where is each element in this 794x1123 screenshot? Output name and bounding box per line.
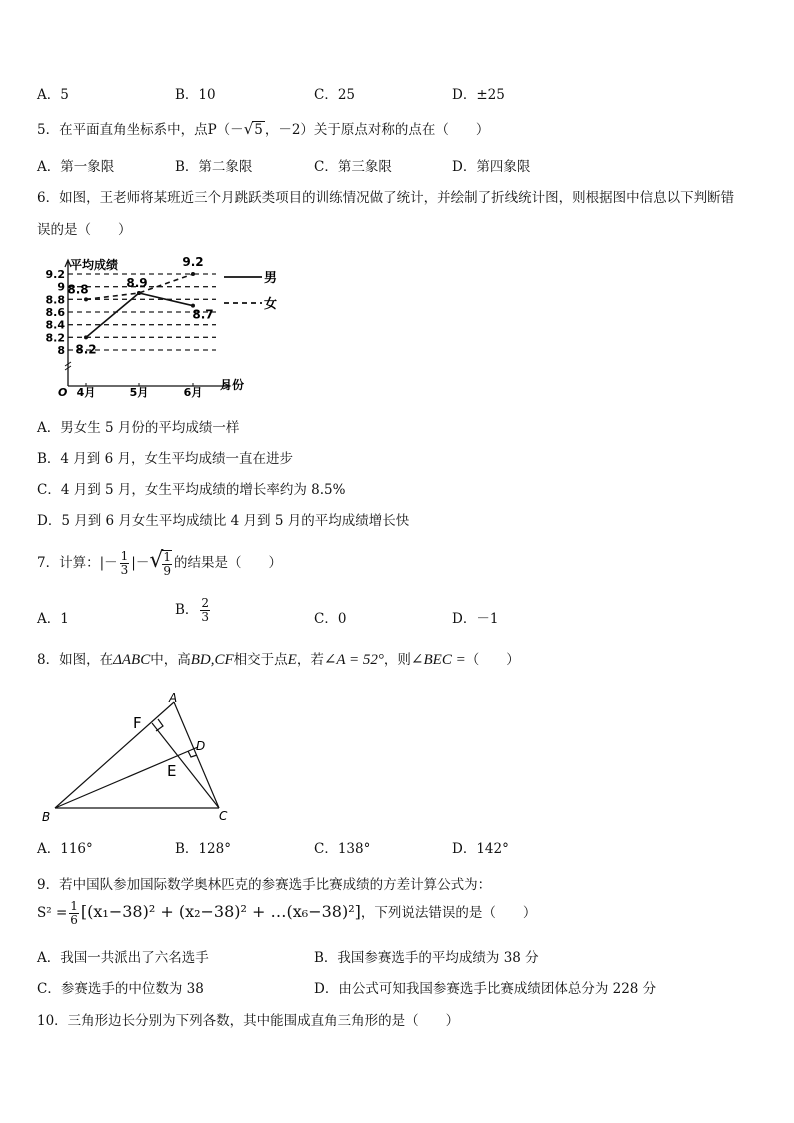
legend-label: 男: [264, 271, 278, 286]
q8-angle-question: ∠BEC =: [410, 652, 466, 668]
q7-stem: [37, 548, 282, 578]
q7-frac2-den: 9: [163, 563, 172, 578]
q5-option-b: B．第二象限: [175, 159, 253, 175]
q9-stem: 9．若中国队参加国际数学奥林匹克的参赛选手比赛成绩的方差计算公式为：: [37, 877, 492, 893]
label-a: A: [169, 691, 178, 705]
q5-stem-part-a: 5．在平面直角坐标系中，点P（－: [37, 122, 244, 138]
q4-option-d: D．±25: [452, 87, 505, 103]
q7-option-b-den: 3: [201, 610, 210, 624]
q7-frac1-den: 3: [120, 563, 129, 577]
q7-option-d: D．－1: [452, 611, 499, 627]
q8-option-a: A．116°: [37, 841, 93, 857]
q7-stem-part-c: 的结果是（ ）: [174, 555, 283, 571]
label-b: B: [42, 810, 51, 824]
height-cf: [152, 723, 219, 808]
q6-stem-line2: 误的是（ ）: [37, 222, 132, 238]
q5-option-c: C．第三象限: [314, 159, 392, 175]
q9-option-c: C．参赛选手的中位数为 38: [37, 981, 204, 997]
sqrt-symbol: √: [243, 120, 254, 138]
q9-formula-tail: ，下列说法错误的是（ ）: [360, 905, 537, 921]
x-axis-title: 月份: [220, 378, 245, 392]
q7-frac1-num: 1: [120, 549, 129, 563]
label-f: F: [133, 714, 142, 732]
q9-option-a: A．我国一共派出了六名选手: [37, 950, 209, 966]
q7-option-b: [175, 597, 212, 624]
q7-stem-part-b: |－: [131, 555, 150, 571]
y-tick-label: 8.8: [45, 293, 65, 307]
label-e: E: [167, 762, 177, 780]
data-label: 8.9: [126, 276, 148, 290]
q8-stem-part-d: ，若: [296, 652, 324, 668]
q8-triangle: ΔABC: [113, 652, 151, 668]
q8-stem-part-a: 8．如图，在: [37, 652, 114, 668]
data-point: [137, 291, 141, 295]
data-point: [191, 272, 195, 276]
y-tick-label: 8.4: [45, 318, 65, 332]
y-tick-label: 8.6: [45, 306, 65, 319]
data-point: [84, 335, 88, 339]
q7-fraction-one-third: [120, 550, 130, 577]
q6-option-d: D．5 月到 6 月女生平均成绩比 4 月到 5 月的平均成绩增长快: [37, 513, 410, 529]
q9-formula: [37, 900, 536, 927]
q8-heights: BD,CF: [190, 652, 234, 668]
q5-option-a: A．第一象限: [37, 159, 115, 175]
side-ab: [55, 702, 177, 808]
data-label: 8.8: [67, 282, 89, 297]
data-label: 8.2: [75, 342, 97, 357]
q9-formula-body: [(x₁−38)² + (x₂−38)² + …(x₆−38)²]: [80, 902, 361, 921]
q5-stem-part-b: ，－2）关于原点对称的点在（ ）: [264, 122, 490, 138]
x-tick-label: 4月: [76, 386, 96, 399]
q6-stem-line1: 6．如图，王老师将某班近三个月跳跃类项目的训练情况做了统计，并绘制了折线统计图，则根据图中信息以下判断错: [37, 190, 735, 206]
q9-formula-fraction: [69, 900, 79, 927]
q9-frac-num: 1: [70, 899, 78, 913]
q8-point: E: [287, 652, 297, 668]
q7-option-b-num: 2: [201, 596, 210, 610]
q6-option-c: C．4 月到 5 月，女生平均成绩的增长率约为 8.5%: [37, 482, 346, 498]
sqrt-symbol: √: [149, 548, 164, 573]
q4-option-b: B．10: [175, 87, 216, 103]
q7-option-a: A．1: [37, 611, 69, 627]
q8-stem-part-f: （ ）: [465, 652, 520, 668]
q9-option-b: B．我国参赛选手的平均成绩为 38 分: [314, 950, 539, 966]
q8-angle-condition: ∠A = 52°: [323, 652, 384, 668]
label-c: C: [219, 809, 228, 823]
q7-option-c: C．0: [314, 611, 347, 627]
data-label: 9.2: [182, 255, 204, 269]
legend-label: 女: [264, 297, 278, 312]
q7-option-b-fraction: [200, 597, 210, 624]
data-point: [84, 297, 88, 301]
q6-option-a: A．男女生 5 月份的平均成绩一样: [37, 420, 240, 436]
q8-option-d: D．142°: [452, 841, 509, 857]
x-tick-label: 6月: [183, 386, 203, 399]
line-chart: [36, 252, 296, 400]
q5-radicand: 5: [254, 122, 263, 138]
q9-option-d: D．由公式可知我国参赛选手比赛成绩团体总分为 228 分: [314, 981, 657, 997]
q8-stem-part-e: ，则: [383, 652, 411, 668]
data-label: 8.7: [192, 307, 214, 322]
q10-stem: 10．三角形边长分别为下列各数，其中能围成直角三角形的是（ ）: [37, 1013, 460, 1029]
q4-option-c: C．25: [314, 87, 356, 103]
q4-option-a: A．5: [37, 87, 69, 103]
y-tick-label: 8: [57, 344, 65, 357]
q7-option-b-prefix: B．: [175, 602, 199, 618]
x-tick-label: 5月: [129, 386, 149, 399]
q7-fraction-one-ninth: [162, 550, 172, 578]
y-tick-label: 9.2: [45, 268, 65, 281]
q8-stem-part-b: 中，高: [150, 652, 191, 668]
q7-frac2-num: 1: [163, 549, 172, 564]
q9-formula-lhs: S² =: [37, 905, 68, 921]
triangle-diagram: [36, 690, 246, 825]
q7-stem-part-a: 7．计算：|－: [37, 555, 118, 571]
y-tick-label: 8.2: [45, 331, 65, 345]
y-tick-label: 9: [57, 280, 65, 294]
height-bd: [55, 747, 198, 808]
origin-label: O: [58, 386, 68, 399]
q5-stem: [37, 118, 489, 138]
q8-stem-part-c: 相交于点: [233, 652, 288, 668]
q5-option-d: D．第四象限: [452, 159, 531, 175]
q8-option-b: B．128°: [175, 841, 231, 857]
q6-option-b: B．4 月到 6 月，女生平均成绩一直在进步: [37, 451, 293, 467]
q8-stem: [37, 648, 520, 669]
q9-frac-den: 6: [70, 913, 78, 927]
label-d: D: [196, 739, 206, 753]
chart-title: 平均成绩: [70, 258, 119, 272]
q8-option-c: C．138°: [314, 841, 371, 857]
